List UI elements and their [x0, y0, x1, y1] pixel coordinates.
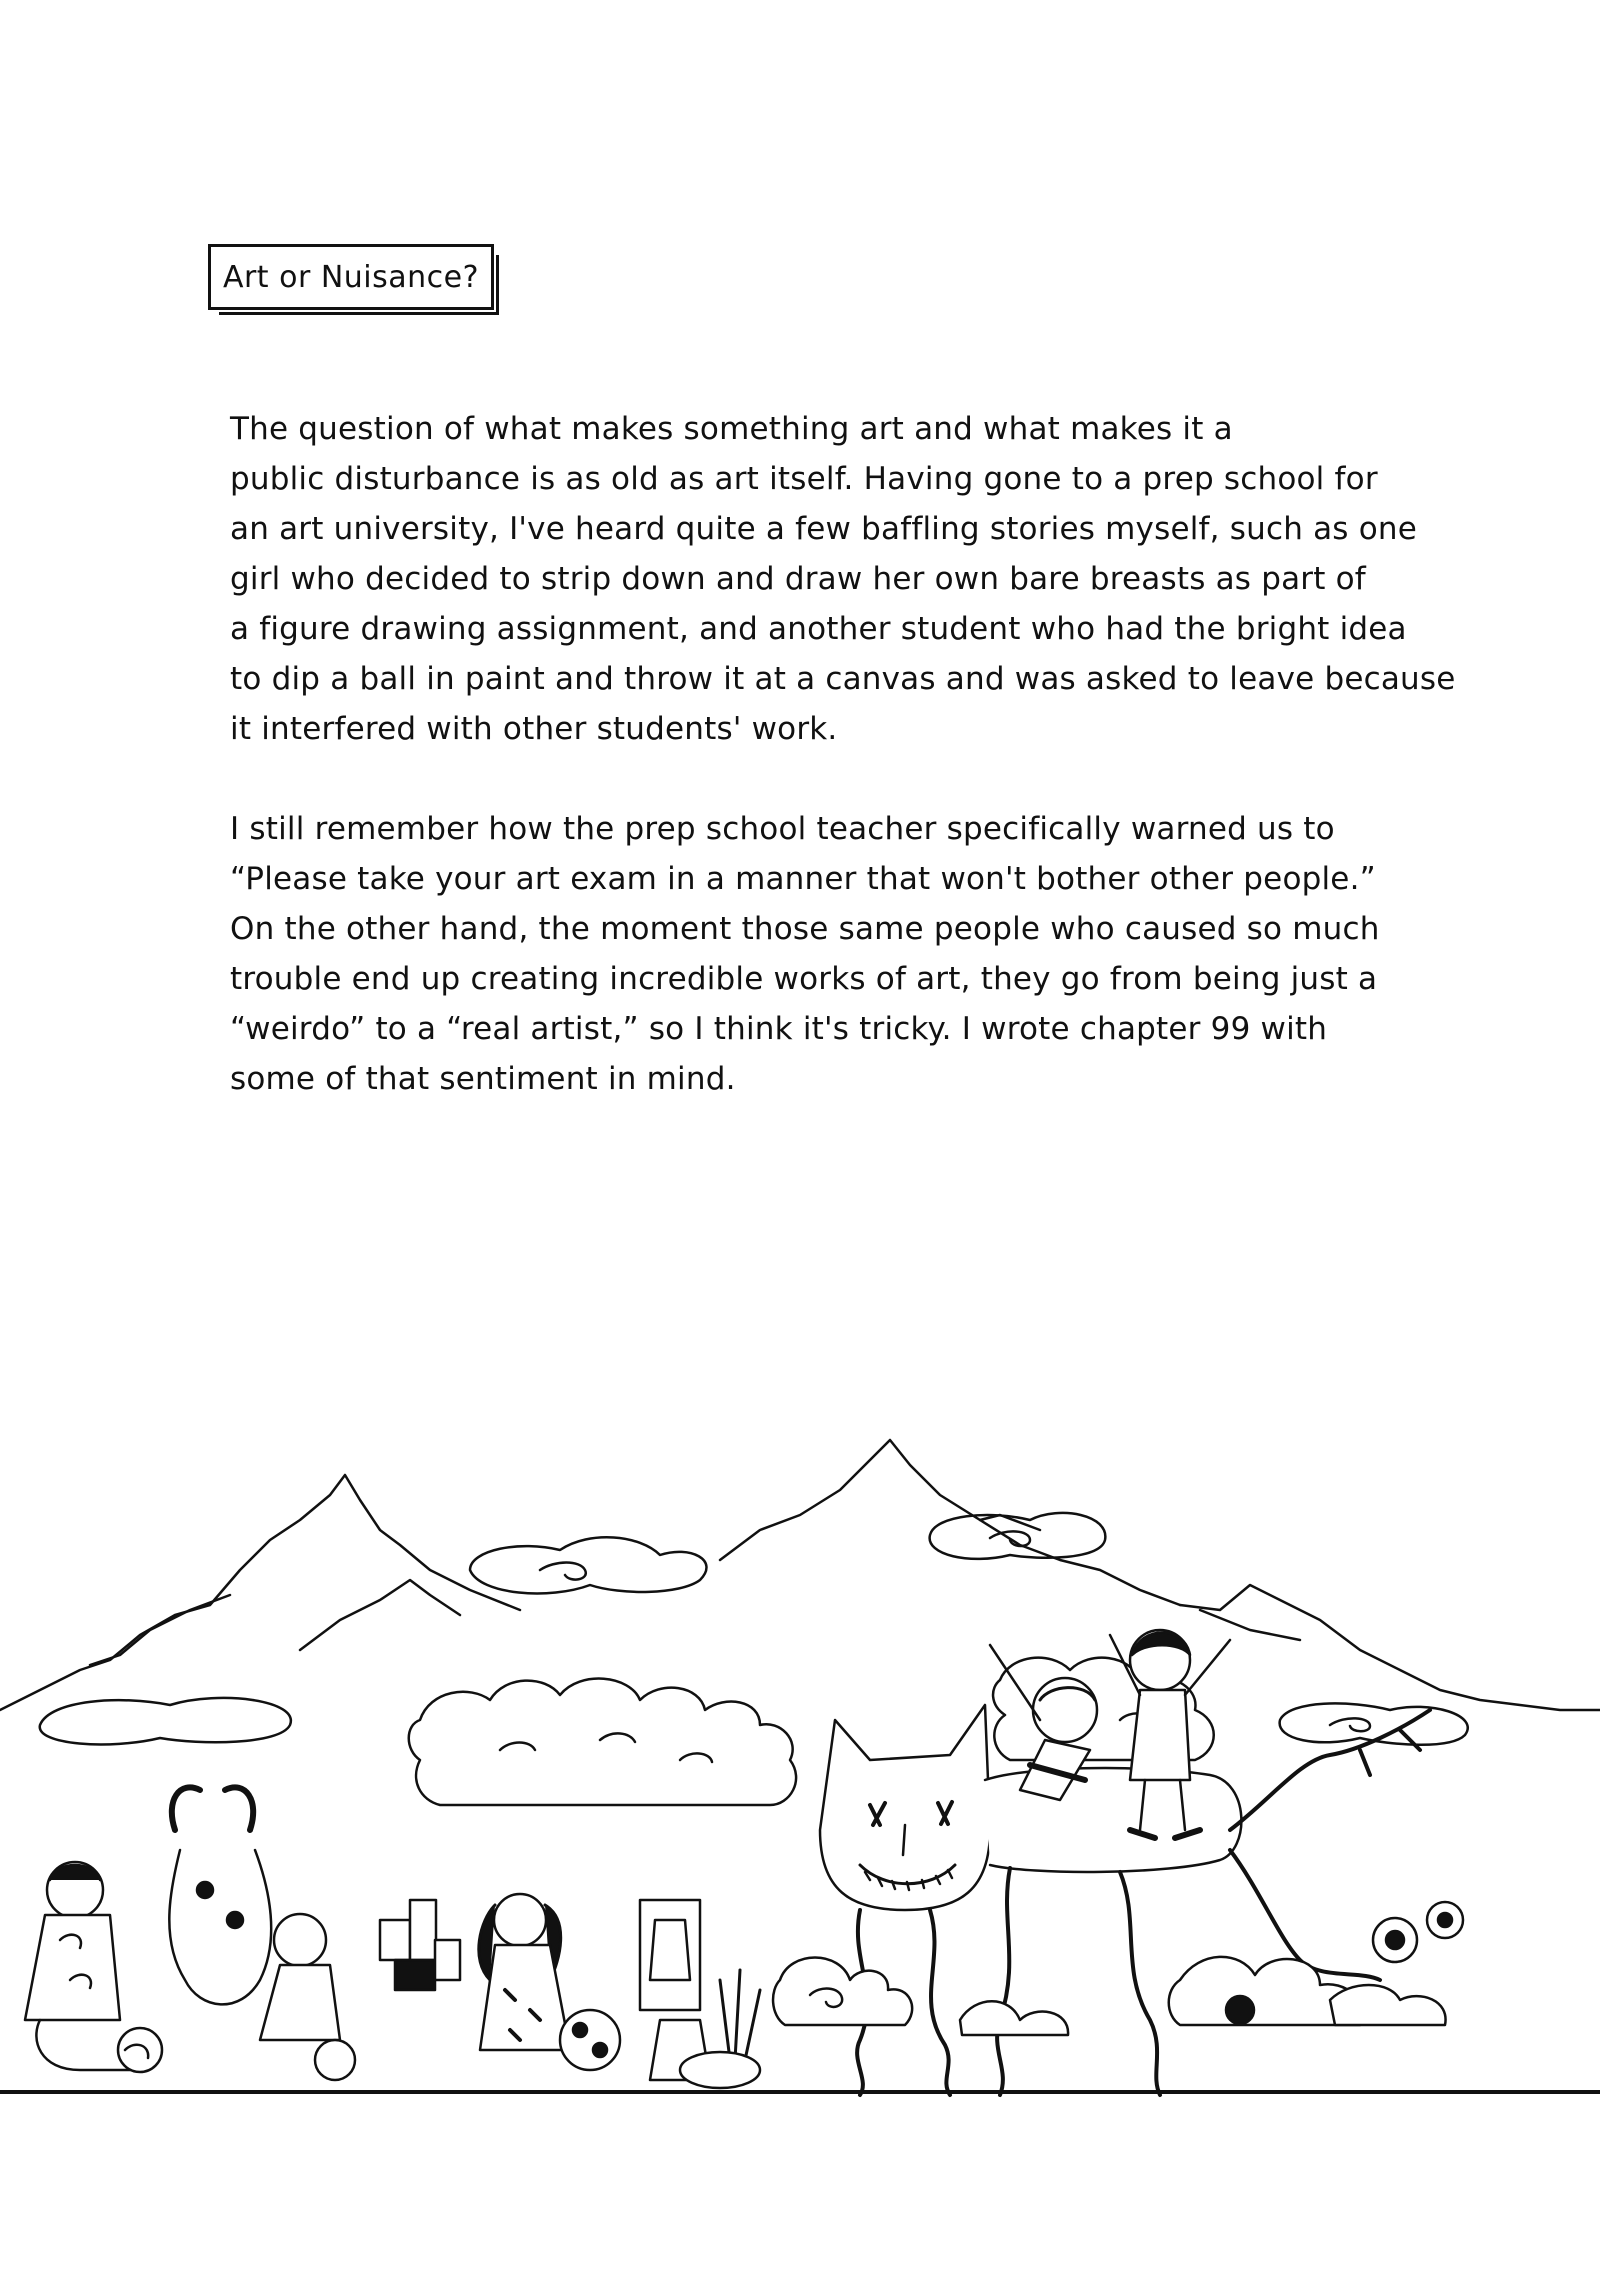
- paragraph-line: “Please take your art exam in a manner that won't bother other people.”: [230, 861, 1376, 897]
- paragraph-1: [230, 404, 1456, 754]
- paragraph-line: “weirdo” to a “real artist,” so I think it's tricky. I wrote chapter 99 with: [230, 1011, 1328, 1047]
- mountains: [0, 1440, 1600, 1710]
- paragraph-line: to dip a ball in paint and throw it at a canvas and was asked to leave because: [230, 661, 1456, 697]
- cat-creature: [820, 1705, 1430, 2095]
- paragraph-line: I still remember how the prep school teacher specifically warned us to: [230, 811, 1335, 847]
- paragraph-line: trouble end up creating incredible works of art, they go from being just a: [230, 961, 1378, 997]
- paragraph-line: On the other hand, the moment those same people who caused so much: [230, 911, 1380, 947]
- paragraph-line: girl who decided to strip down and draw her own bare breasts as part of: [230, 561, 1366, 597]
- paragraph-line: an art university, I've heard quite a few baffling stories myself, such as one: [230, 511, 1417, 547]
- section-title-box: [208, 244, 494, 310]
- paragraph-line: some of that sentiment in mind.: [230, 1061, 736, 1097]
- paragraph-line: a figure drawing assignment, and another student who had the bright idea: [230, 611, 1407, 647]
- illustration: [0, 1420, 1600, 2100]
- section-title: Art or Nuisance?: [222, 259, 480, 295]
- paragraph-line: public disturbance is as old as art itself. Having gone to a prep school for: [230, 461, 1378, 497]
- paragraph-2: [230, 804, 1410, 1104]
- paragraph-line: it interfered with other students' work.: [230, 711, 838, 747]
- paragraph-line: The question of what makes something art and what makes it a: [230, 411, 1233, 447]
